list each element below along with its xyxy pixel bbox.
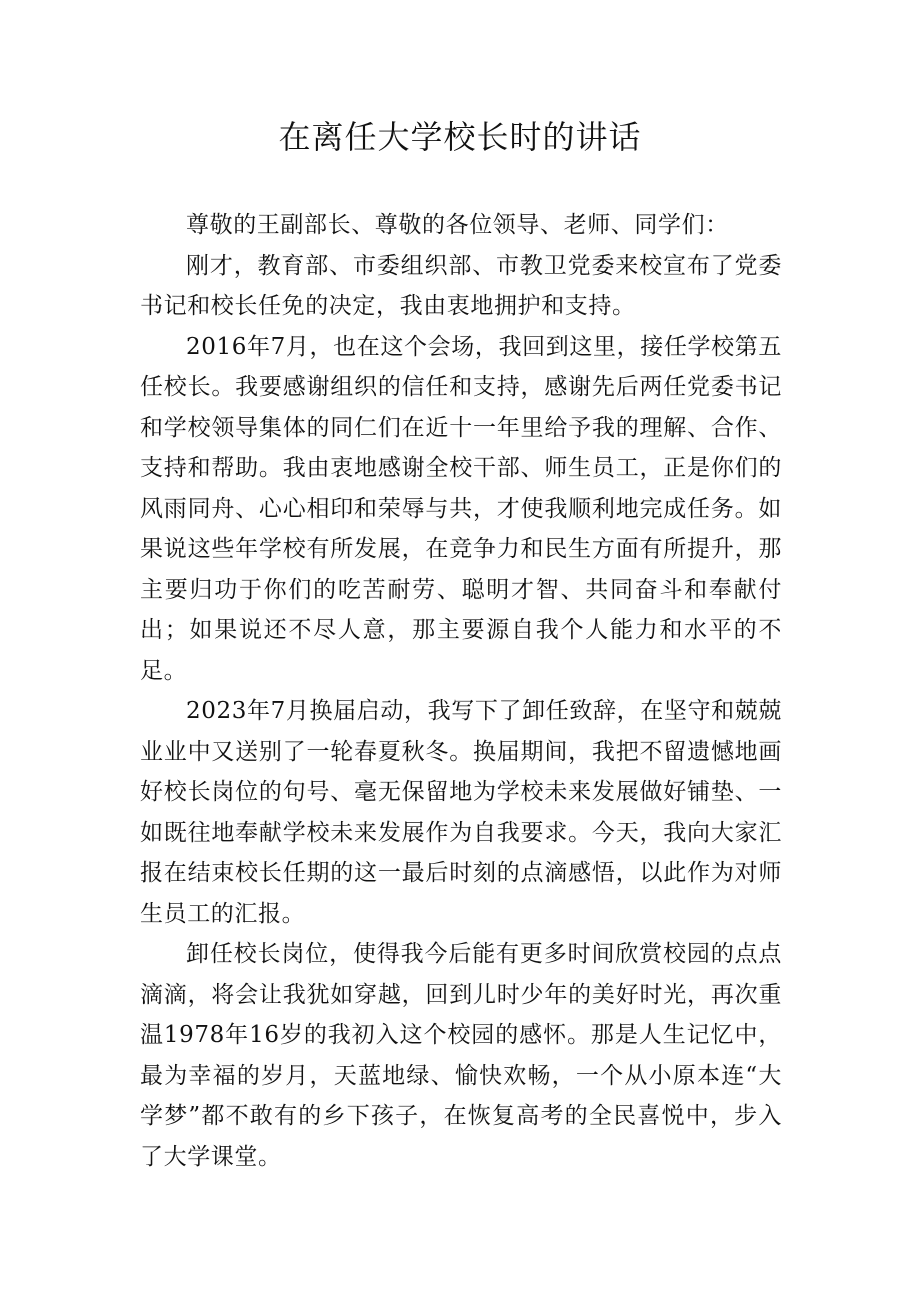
body-paragraph-3: 2023年7月换届启动，我写下了卸任致辞，在坚守和兢兢业业中又送别了一轮春夏秋冬。换届期间，我把不留遗憾地画好校长岗位的句号、毫无保留地为学校未来发展做好铺垫、一如既往地奉献学校未来发展作为自我要求。今天，我向大家汇报在结束校长任期的这一最后时刻的点滴感悟，以此作为对师生员工的汇报。 <box>140 698 782 927</box>
salutation-paragraph: 尊敬的王副部长、尊敬的各位领导、老师、同学们： <box>186 212 729 238</box>
body-paragraph-2: 2016年7月，也在这个会场，我回到这里，接任学校第五任校长。我要感谢组织的信任和支持，感谢先后两任党委书记和学校领导集体的同仁们在近十一年里给予我的理解、合作、支持和帮助。我由衷地感谢全校干部、师生员工，正是你们的风雨同舟、心心相印和荣辱与共，才使我顺利地完成任务。如果说这些年学校有所发展，在竞争力和民生方面有所提升，那主要归功于你们的吃苦耐劳、聪明才智、共同奋斗和奉献付出；如果说还不尽人意，那主要源自我个人能力和水平的不足。 <box>140 333 782 684</box>
document-body <box>140 205 782 1177</box>
body-paragraph-1: 刚才，教育部、市委组织部、市教卫党委来校宣布了党委书记和校长任免的决定，我由衷地拥护和支持。 <box>140 252 782 319</box>
document-title: 在离任大学校长时的讲话 <box>278 118 642 156</box>
body-paragraph-4: 卸任校长岗位，使得我今后能有更多时间欣赏校园的点点滴滴，将会让我犹如穿越，回到儿时少年的美好时光，再次重温1978年16岁的我初入这个校园的感怀。那是人生记忆中，最为幸福的岁月，天蓝地绿、愉快欢畅，一个从小原本连“大学梦”都不敢有的乡下孩子，在恢复高考的全民喜悦中，步入了大学课堂。 <box>140 941 782 1170</box>
